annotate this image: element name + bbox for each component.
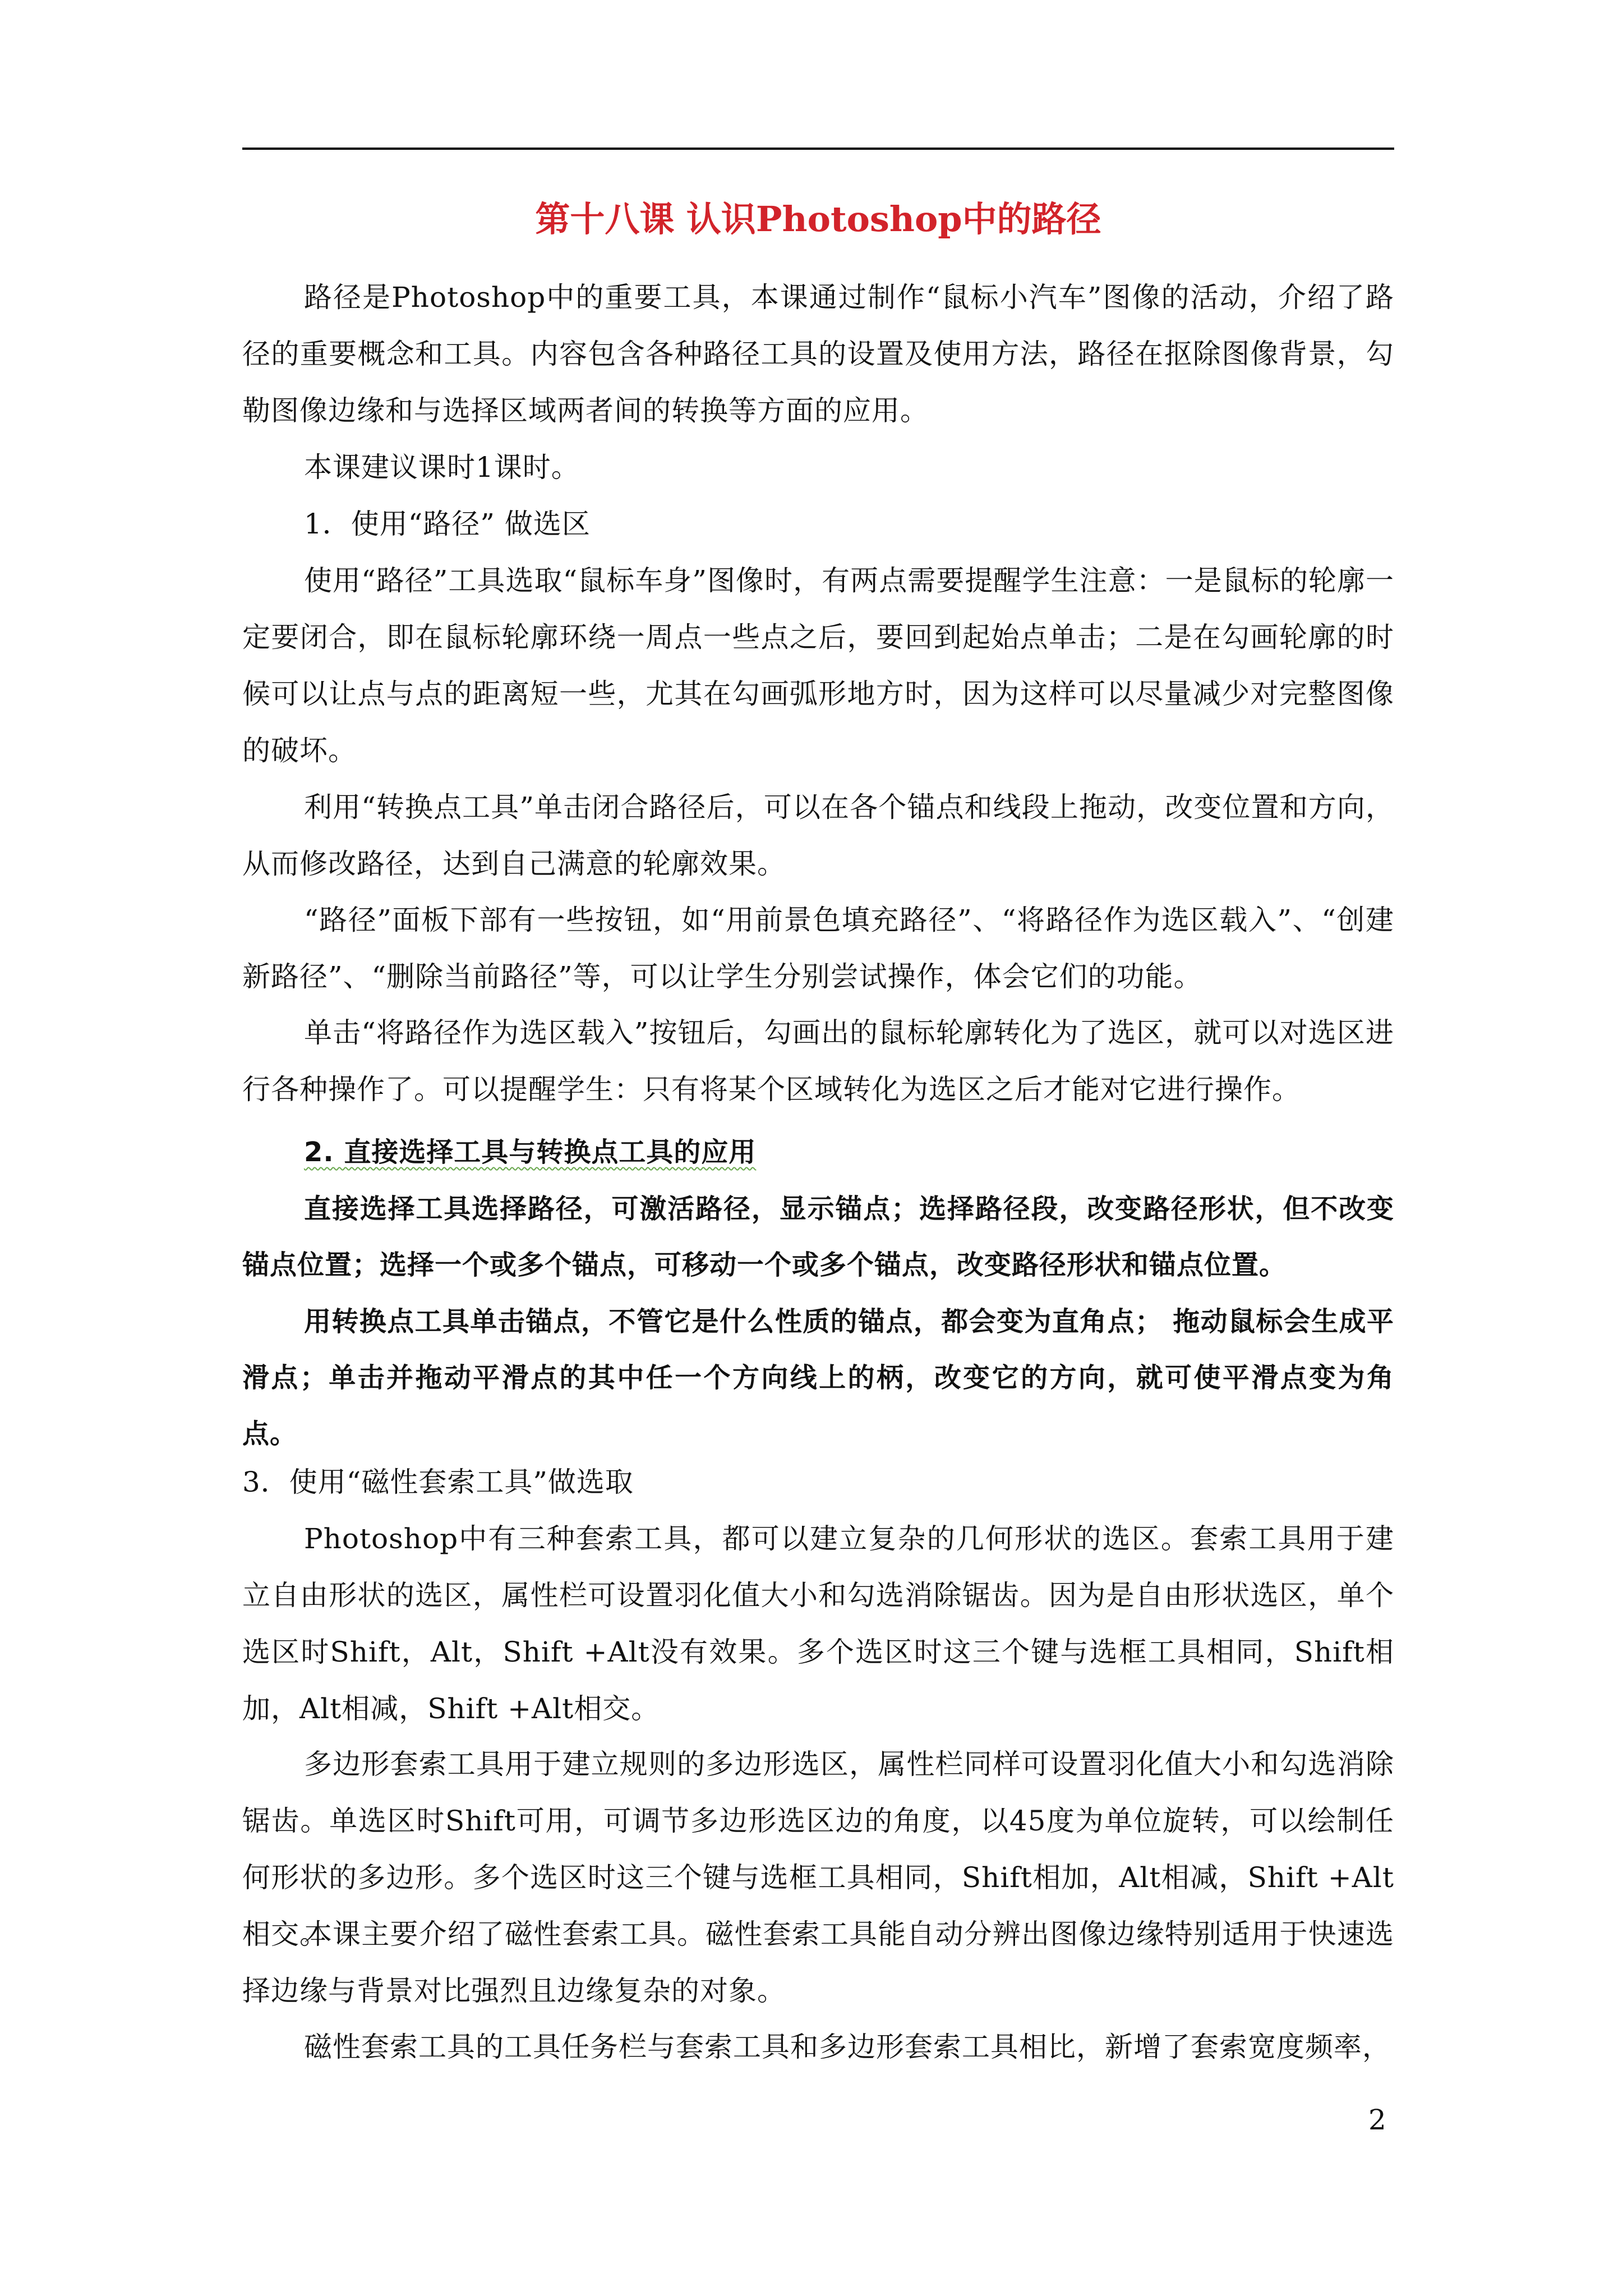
paragraph-direct-select: 直接选择工具选择路径，可激活路径，显示锚点；选择路径段，改变路径形状，但不改变锚点位置；选择一个或多个锚点，可移动一个或多个锚点，改变路径形状和锚点位置。 <box>242 1193 1394 1281</box>
paragraph-magnetic-options: 磁性套索工具的工具任务栏与套索工具和多边形套索工具相比，新增了套索宽度频率， <box>304 2031 1391 2063</box>
paragraph-hours: 本课建议课时1课时。 <box>304 451 580 484</box>
section-heading-2 <box>242 1124 1394 1180</box>
paragraph-load-selection: 单击“将路径作为选区载入”按钮后，勾画出的鼠标轮廓转化为了选区，就可以对选区进行各种操作了。可以提醒学生：只有将某个区域转化为选区之后才能对它进行操作。 <box>242 1016 1394 1106</box>
section-heading-2-text: 2. 直接选择工具与转换点工具的应用 <box>304 1137 757 1168</box>
section-heading-1: 1．使用“路径” 做选区 <box>304 508 591 540</box>
paragraph-lasso-tools: Photoshop中有三种套索工具，都可以建立复杂的几何形状的选区。套索工具用于建立自由形状的选区，属性栏可设置羽化值大小和勾选消除锯齿。因为是自由形状选区，单个选区时Shift，Alt，Shift +Alt没有效果。多个选区时这三个键与选框工具相同，Shift相加，Alt相减，Shift +Alt相交。 <box>242 1522 1394 1725</box>
page-number: 2 <box>1368 2104 1386 2136</box>
paragraph-convert-anchor: 用转换点工具单击锚点，不管它是什么性质的锚点，都会变为直角点； 拖动鼠标会生成平滑点；单击并拖动平滑点的其中任一个方向线上的柄，改变它的方向，就可使平滑点变为角点。 <box>242 1306 1394 1450</box>
paragraph-path-panel: “路径”面板下部有一些按钮，如“用前景色填充路径”、“将路径作为选区载入”、“创建新路径”、“删除当前路径”等，可以让学生分别尝试操作，体会它们的功能。 <box>242 904 1394 993</box>
section-heading-3: 3．使用“磁性套索工具”做选取 <box>242 1466 634 1498</box>
header-rule <box>242 148 1394 150</box>
paragraph-polygon-lasso: 多边形套索工具用于建立规则的多边形选区，属性栏同样可设置羽化值大小和勾选消除锯齿。单选区时Shift可用，可调节多边形选区边的角度，以45度为单位旋转，可以绘制任何形状的多边形。多个选区时这三个键与选框工具相同，Shift相加，Alt相减，Shift +Alt相交。 <box>242 1748 1394 1950</box>
paragraph-convert-point: 利用“转换点工具”单击闭合路径后，可以在各个锚点和线段上拖动，改变位置和方向，从而修改路径，达到自己满意的轮廓效果。 <box>242 791 1394 880</box>
paragraph-intro: 路径是Photoshop中的重要工具，本课通过制作“鼠标小汽车”图像的活动，介绍了路径的重要概念和工具。内容包含各种路径工具的设置及使用方法，路径在抠除图像背景，勾勒图像边缘和与选择区域两者间的转换等方面的应用。 <box>242 281 1394 427</box>
paragraph-magnetic-lasso: 本课主要介绍了磁性套索工具。磁性套索工具能自动分辨出图像边缘特别适用于快速选择边缘与背景对比强烈且边缘复杂的对象。 <box>242 1918 1394 2007</box>
paragraph-path-tips: 使用“路径”工具选取“鼠标车身”图像时，有两点需要提醒学生注意：一是鼠标的轮廓一定要闭合，即在鼠标轮廓环绕一周点一些点之后，要回到起始点单击；二是在勾画轮廓的时候可以让点与点的距离短一些，尤其在勾画弧形地方时，因为这样可以尽量减少对完整图像的破坏。 <box>242 564 1394 767</box>
page-title: 第十八课 认识Photoshop中的路径 <box>535 199 1101 240</box>
